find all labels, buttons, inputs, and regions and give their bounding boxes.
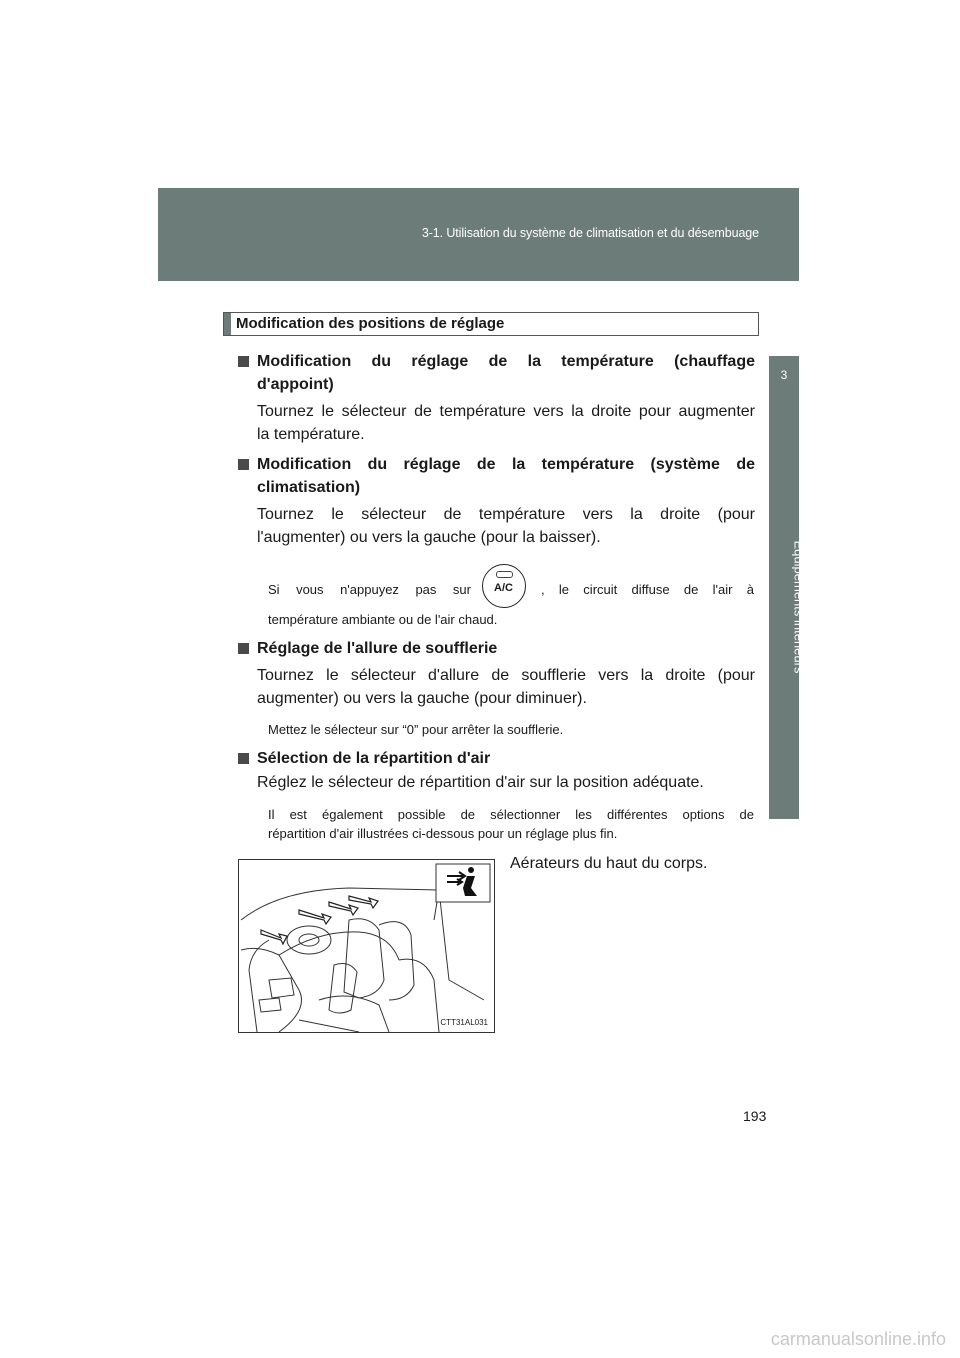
figure-caption: Aérateurs du haut du corps. bbox=[510, 855, 708, 872]
body-fan-line2: augmenter) ou vers la gauche (pour diminuer). bbox=[257, 690, 587, 707]
heading-temp-heater-line1: Modification du réglage de la température (chauffage bbox=[257, 353, 755, 370]
body-distribution: Réglez le sélecteur de répartition d'air sur la position adéquate. bbox=[257, 774, 704, 791]
ac-button-icon bbox=[482, 564, 526, 608]
ac-button-label: A/C bbox=[494, 582, 513, 594]
bullet-square-icon bbox=[238, 753, 249, 764]
chapter-breadcrumb: 3-1. Utilisation du système de climatisation et du désembuage bbox=[421, 226, 759, 240]
ac-indicator-icon bbox=[496, 571, 513, 578]
vent-illustration bbox=[238, 859, 495, 1033]
chapter-number-tab: 3 bbox=[769, 356, 799, 394]
body-temp-heater-line1: Tournez le sélecteur de température vers la droite pour augmenter bbox=[257, 403, 755, 420]
section-title-box bbox=[223, 312, 759, 336]
bullet-square-icon bbox=[238, 643, 249, 654]
bullet-square-icon bbox=[238, 459, 249, 470]
heading-fan: Réglage de l'allure de soufflerie bbox=[257, 640, 498, 657]
note-fan: Mettez le sélecteur sur “0” pour arrêter la soufflerie. bbox=[268, 722, 564, 737]
bullet-square-icon bbox=[238, 356, 249, 367]
body-temp-heater-line2: la température. bbox=[257, 426, 365, 443]
watermark: carmanualsonline.info bbox=[770, 1329, 946, 1349]
note-ac-before: Si vous n'appuyez pas sur bbox=[268, 582, 471, 597]
note-distribution-line2: répartition d'air illustrées ci-dessous pour un réglage plus fin. bbox=[268, 826, 618, 841]
body-fan-line1: Tournez le sélecteur d'allure de soufflerie vers la droite (pour bbox=[257, 667, 755, 684]
chapter-header-bar bbox=[158, 188, 799, 281]
note-distribution-line1: Il est également possible de sélectionner les différentes options de bbox=[268, 807, 754, 822]
page-number: 193 bbox=[743, 1108, 767, 1124]
heading-temp-ac-line2: climatisation) bbox=[257, 479, 361, 496]
chapter-side-label-wrap bbox=[784, 394, 814, 819]
note-ac-after: , le circuit diffuse de l'air à bbox=[541, 582, 754, 597]
chapter-side-label: Équipements intérieurs bbox=[791, 540, 807, 673]
section-accent-bar bbox=[224, 313, 231, 335]
heading-distribution: Sélection de la répartition d'air bbox=[257, 750, 491, 767]
body-temp-ac-line2: l'augmenter) ou vers la gauche (pour la baisser). bbox=[257, 529, 601, 546]
note-ac-line2: température ambiante ou de l'air chaud. bbox=[268, 612, 498, 627]
mode-box bbox=[436, 864, 490, 902]
car-interior-illustration bbox=[239, 860, 495, 1033]
heading-temp-heater-line2: d'appoint) bbox=[257, 376, 334, 393]
section-title: Modification des positions de réglage bbox=[236, 315, 505, 332]
body-temp-ac-line1: Tournez le sélecteur de température vers la droite (pour bbox=[257, 506, 755, 523]
heading-temp-ac-line1: Modification du réglage de la température (système de bbox=[257, 456, 755, 473]
figure-code: CTT31AL031 bbox=[440, 1018, 488, 1027]
